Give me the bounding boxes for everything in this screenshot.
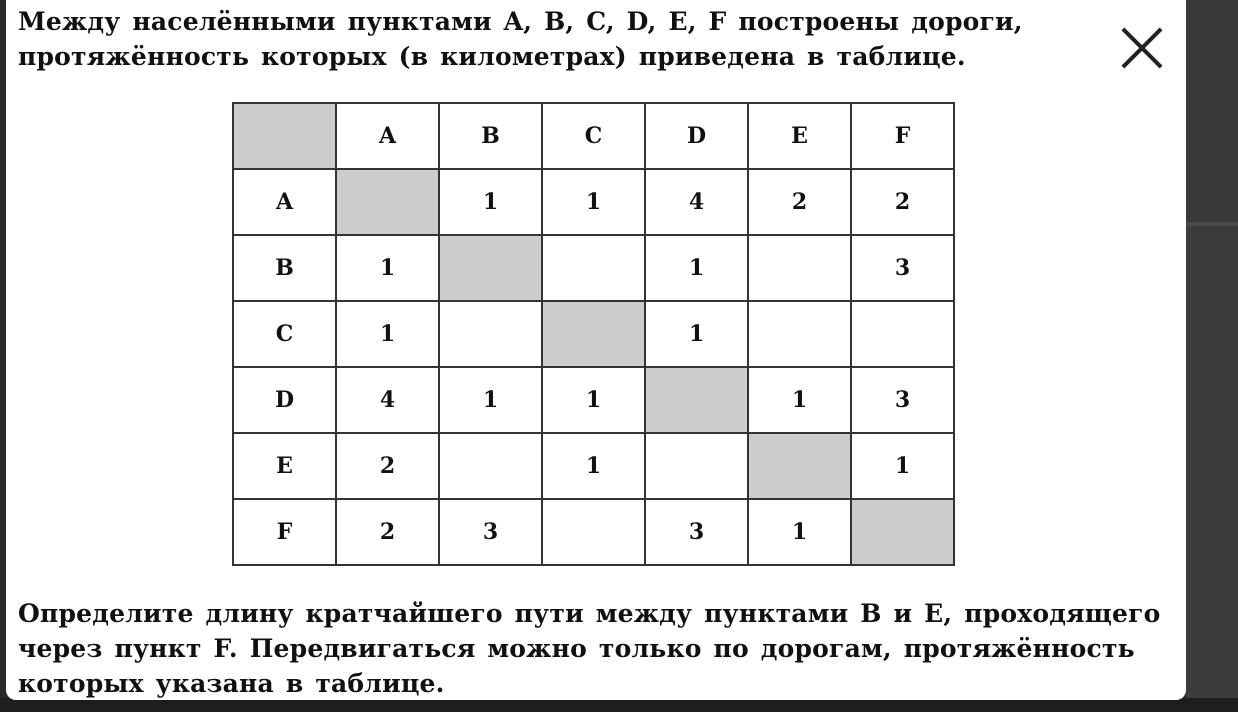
row-header: A [233,169,336,235]
problem-question: Определите длину кратчайшего пути между пунктами B и E, проходящего через пункт F. Передвигаться можно только по дорогам, протяжённость которых указана в таблице. [18,599,1161,698]
row-header: F [233,499,336,565]
table-cell-diagonal [542,301,645,367]
table-cell: 1 [542,169,645,235]
table-cell [748,301,851,367]
table-cell: 1 [439,169,542,235]
table-cell: 3 [645,499,748,565]
table-cell: 1 [851,433,954,499]
column-header: F [851,103,954,169]
table-cell: 1 [645,301,748,367]
table-row [233,169,954,235]
table-cell [439,433,542,499]
row-header: D [233,367,336,433]
close-icon[interactable] [1120,26,1164,70]
table-cell: 2 [748,169,851,235]
table-cell: 1 [336,235,439,301]
row-header: E [233,433,336,499]
column-header: A [336,103,439,169]
column-header: C [542,103,645,169]
problem-intro: Между населёнными пунктами A, B, C, D, E, F построены дороги, протяжённость которых (в километрах) приведена в таблице. [18,7,1023,71]
table-cell: 1 [439,367,542,433]
table-cell [439,301,542,367]
table-cell-diagonal [439,235,542,301]
table-cell [542,235,645,301]
table-cell: 3 [851,235,954,301]
table-row [233,433,954,499]
table-cell [748,235,851,301]
table-cell: 3 [851,367,954,433]
table-cell-diagonal [336,169,439,235]
table-cell: 1 [748,499,851,565]
table-cell: 4 [645,169,748,235]
table-row [233,301,954,367]
content-card [6,0,1186,700]
table-cell: 2 [851,169,954,235]
table-cell-diagonal [748,433,851,499]
table-cell: 1 [336,301,439,367]
distance-table [232,102,955,566]
table-corner-cell [233,103,336,169]
table-cell [645,433,748,499]
column-header: D [645,103,748,169]
column-header: B [439,103,542,169]
table-cell: 1 [748,367,851,433]
table-row [233,499,954,565]
table-row [233,367,954,433]
table-cell [851,301,954,367]
row-header: B [233,235,336,301]
column-header: E [748,103,851,169]
table-cell: 1 [542,367,645,433]
table-row [233,235,954,301]
table-cell: 3 [439,499,542,565]
table-cell: 1 [645,235,748,301]
background-right [1186,0,1238,712]
table-cell [542,499,645,565]
table-cell: 2 [336,433,439,499]
table-cell: 2 [336,499,439,565]
table-cell-diagonal [851,499,954,565]
row-header: C [233,301,336,367]
table-header-row [233,103,954,169]
table-cell: 4 [336,367,439,433]
table-cell-diagonal [645,367,748,433]
table-cell: 1 [542,433,645,499]
